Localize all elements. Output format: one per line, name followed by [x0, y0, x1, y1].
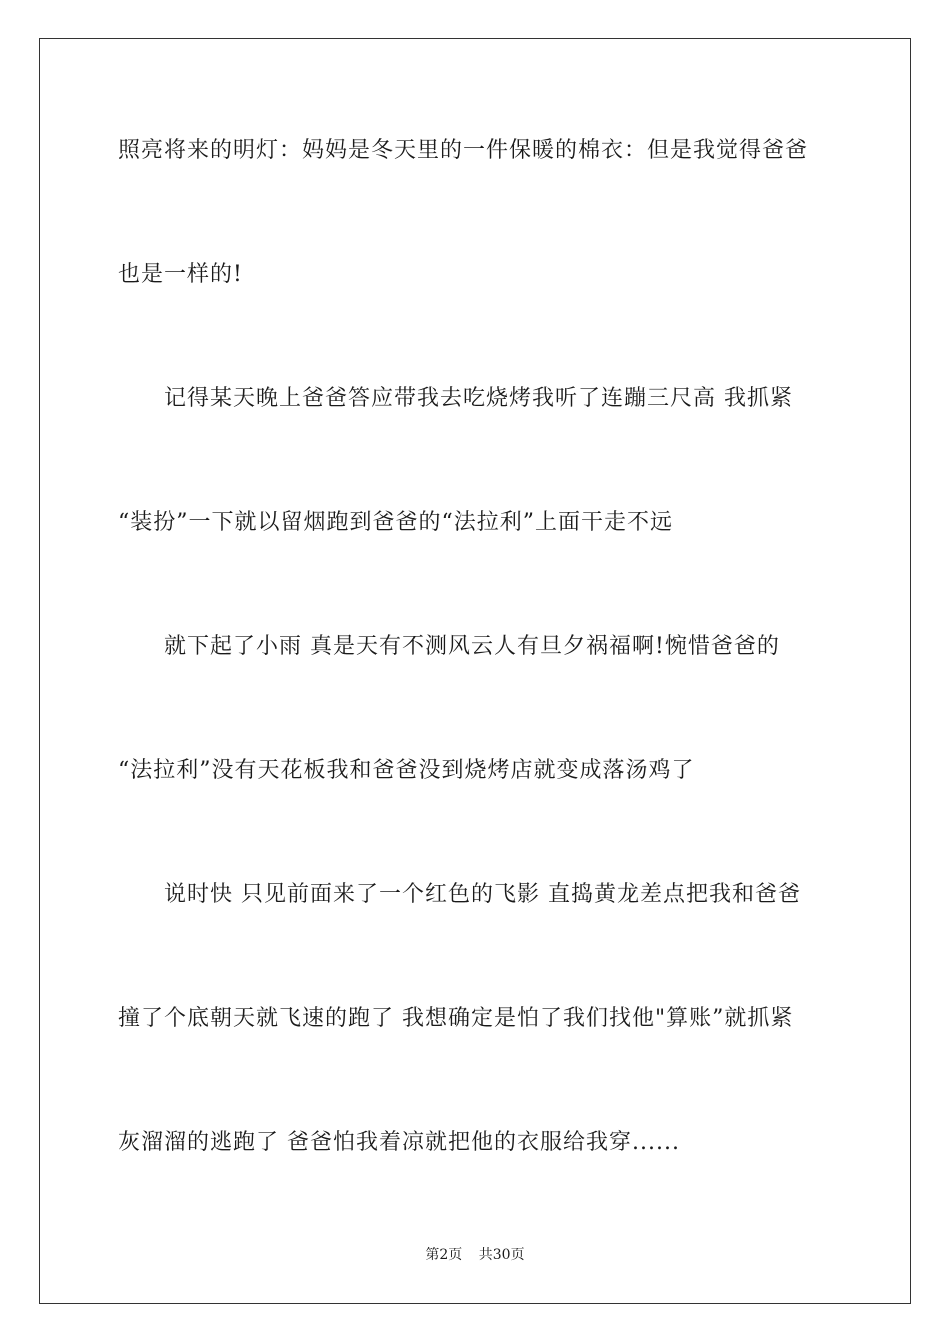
page-total-count: 共30页 — [478, 1247, 525, 1263]
text-line-4: “装扮”一下就以留烟跑到爸爸的“法拉利”上面干走不远 — [118, 510, 673, 535]
text-line-8: 撞了个底朝天就飞速的跑了 我想确定是怕了我们找他"算账”就抓紧 — [118, 1006, 794, 1031]
page-frame — [39, 38, 911, 1304]
text-line-3: 记得某天晚上爸爸答应带我去吃烧烤我听了连蹦三尺高 我抓紧 — [164, 386, 793, 411]
text-line-7: 说时快 只见前面来了一个红色的飞影 直捣黄龙差点把我和爸爸 — [164, 882, 801, 907]
text-line-9: 灰溜溜的逃跑了 爸爸怕我着凉就把他的衣服给我穿...... — [118, 1130, 680, 1155]
text-line-5: 就下起了小雨 真是天有不测风云人有旦夕祸福啊!惋惜爸爸的 — [164, 634, 780, 659]
text-line-6: “法拉利”没有天花板我和爸爸没到烧烤店就变成落汤鸡了 — [118, 758, 695, 783]
text-line-2: 也是一样的! — [118, 262, 243, 287]
text-line-1: 照亮将来的明灯：妈妈是冬天里的一件保暖的棉衣：但是我觉得爸爸 — [118, 138, 809, 163]
page-current-number: 第2页 — [425, 1247, 463, 1263]
page-footer — [0, 1245, 950, 1265]
